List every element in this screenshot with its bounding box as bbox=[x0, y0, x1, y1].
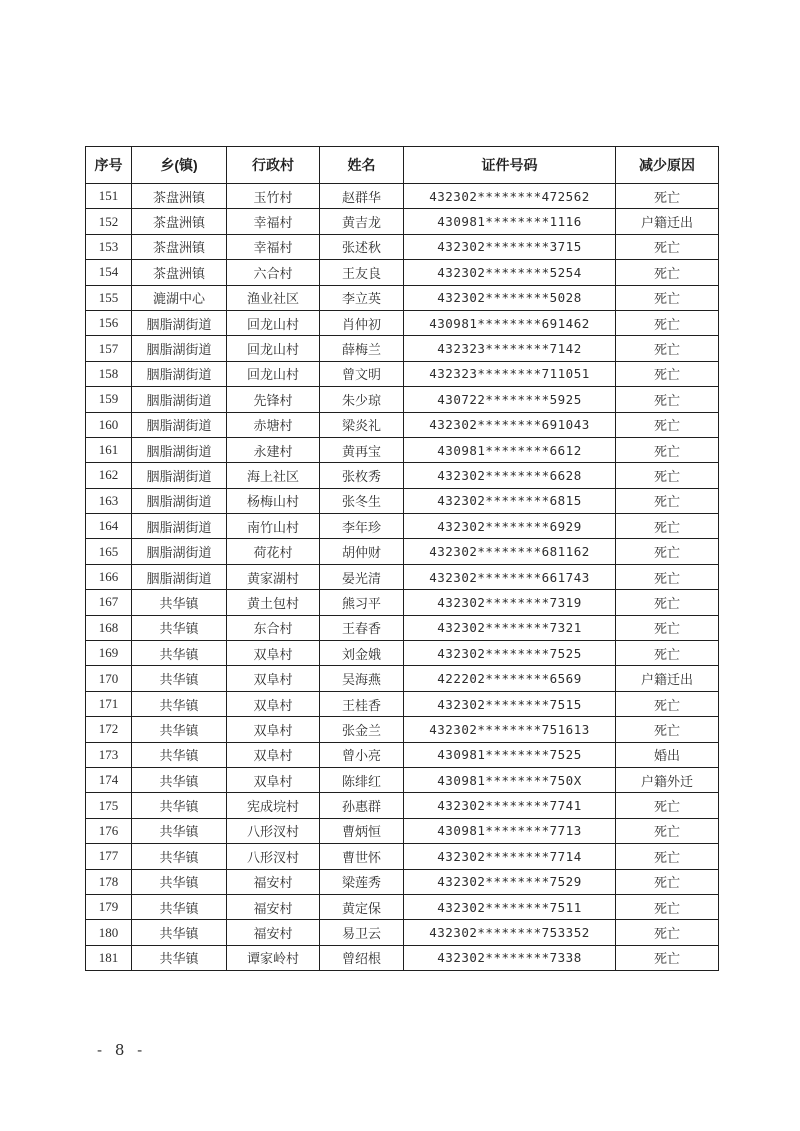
table-row bbox=[86, 336, 719, 361]
cell-id_number: 430981********7525 bbox=[404, 742, 616, 767]
cell-township: 共华镇 bbox=[132, 767, 227, 792]
cell-village: 渔业社区 bbox=[227, 285, 320, 310]
cell-id_number: 430722********5925 bbox=[404, 387, 616, 412]
cell-village: 双阜村 bbox=[227, 691, 320, 716]
cell-reason: 户籍外迁 bbox=[616, 767, 719, 792]
cell-index: 156 bbox=[86, 310, 132, 335]
cell-id_number: 432302********5254 bbox=[404, 260, 616, 285]
cell-index: 164 bbox=[86, 514, 132, 539]
cell-index: 153 bbox=[86, 234, 132, 259]
cell-index: 179 bbox=[86, 894, 132, 919]
table-row bbox=[86, 615, 719, 640]
cell-index: 162 bbox=[86, 463, 132, 488]
cell-reason: 死亡 bbox=[616, 285, 719, 310]
cell-name: 曾绍根 bbox=[320, 945, 404, 970]
cell-reason: 死亡 bbox=[616, 234, 719, 259]
cell-reason: 死亡 bbox=[616, 615, 719, 640]
cell-village: 谭家岭村 bbox=[227, 945, 320, 970]
cell-township: 茶盘洲镇 bbox=[132, 209, 227, 234]
cell-id_number: 430981********691462 bbox=[404, 310, 616, 335]
cell-township: 共华镇 bbox=[132, 615, 227, 640]
table-body bbox=[86, 184, 719, 971]
cell-reason: 死亡 bbox=[616, 336, 719, 361]
table-row bbox=[86, 894, 719, 919]
cell-village: 玉竹村 bbox=[227, 184, 320, 209]
cell-name: 黄吉龙 bbox=[320, 209, 404, 234]
cell-name: 黄定保 bbox=[320, 894, 404, 919]
cell-id_number: 432302********6815 bbox=[404, 488, 616, 513]
cell-name: 刘金娥 bbox=[320, 641, 404, 666]
cell-township: 共华镇 bbox=[132, 945, 227, 970]
cell-name: 曹世怀 bbox=[320, 844, 404, 869]
cell-township: 胭脂湖街道 bbox=[132, 463, 227, 488]
cell-township: 共华镇 bbox=[132, 641, 227, 666]
cell-name: 赵群华 bbox=[320, 184, 404, 209]
cell-township: 共华镇 bbox=[132, 869, 227, 894]
cell-name: 张述秋 bbox=[320, 234, 404, 259]
table-row bbox=[86, 564, 719, 589]
cell-index: 173 bbox=[86, 742, 132, 767]
cell-reason: 死亡 bbox=[616, 945, 719, 970]
cell-index: 166 bbox=[86, 564, 132, 589]
cell-village: 永建村 bbox=[227, 437, 320, 462]
cell-name: 张金兰 bbox=[320, 717, 404, 742]
cell-village: 双阜村 bbox=[227, 742, 320, 767]
cell-township: 共华镇 bbox=[132, 920, 227, 945]
cell-village: 杨梅山村 bbox=[227, 488, 320, 513]
cell-reason: 死亡 bbox=[616, 894, 719, 919]
cell-reason: 死亡 bbox=[616, 387, 719, 412]
table-row bbox=[86, 488, 719, 513]
cell-village: 双阜村 bbox=[227, 717, 320, 742]
table-row bbox=[86, 234, 719, 259]
cell-name: 王桂香 bbox=[320, 691, 404, 716]
cell-id_number: 432302********751613 bbox=[404, 717, 616, 742]
cell-village: 南竹山村 bbox=[227, 514, 320, 539]
cell-name: 曹炳恒 bbox=[320, 818, 404, 843]
table-row bbox=[86, 310, 719, 335]
table-row bbox=[86, 641, 719, 666]
table-row bbox=[86, 514, 719, 539]
cell-name: 熊习平 bbox=[320, 590, 404, 615]
cell-township: 共华镇 bbox=[132, 818, 227, 843]
cell-id_number: 432302********661743 bbox=[404, 564, 616, 589]
cell-name: 李立英 bbox=[320, 285, 404, 310]
column-header-index: 序号 bbox=[86, 147, 132, 184]
table-row bbox=[86, 590, 719, 615]
cell-id_number: 432302********5028 bbox=[404, 285, 616, 310]
cell-township: 胭脂湖街道 bbox=[132, 412, 227, 437]
cell-index: 176 bbox=[86, 818, 132, 843]
table-row bbox=[86, 742, 719, 767]
cell-reason: 死亡 bbox=[616, 564, 719, 589]
cell-township: 胭脂湖街道 bbox=[132, 514, 227, 539]
cell-village: 双阜村 bbox=[227, 666, 320, 691]
cell-name: 薛梅兰 bbox=[320, 336, 404, 361]
cell-id_number: 430981********7713 bbox=[404, 818, 616, 843]
cell-township: 共华镇 bbox=[132, 717, 227, 742]
cell-village: 荷花村 bbox=[227, 539, 320, 564]
cell-reason: 死亡 bbox=[616, 361, 719, 386]
cell-index: 151 bbox=[86, 184, 132, 209]
cell-index: 157 bbox=[86, 336, 132, 361]
table-row bbox=[86, 412, 719, 437]
cell-id_number: 430981********6612 bbox=[404, 437, 616, 462]
cell-village: 黄土包村 bbox=[227, 590, 320, 615]
cell-reason: 死亡 bbox=[616, 184, 719, 209]
cell-township: 共华镇 bbox=[132, 742, 227, 767]
cell-id_number: 432302********681162 bbox=[404, 539, 616, 564]
cell-id_number: 432302********7515 bbox=[404, 691, 616, 716]
cell-reason: 死亡 bbox=[616, 869, 719, 894]
table-row bbox=[86, 717, 719, 742]
cell-village: 八形汊村 bbox=[227, 844, 320, 869]
cell-id_number: 432302********7338 bbox=[404, 945, 616, 970]
table-row bbox=[86, 361, 719, 386]
cell-index: 170 bbox=[86, 666, 132, 691]
cell-id_number: 432302********7511 bbox=[404, 894, 616, 919]
cell-village: 海上社区 bbox=[227, 463, 320, 488]
cell-village: 八形汊村 bbox=[227, 818, 320, 843]
cell-township: 胭脂湖街道 bbox=[132, 539, 227, 564]
cell-reason: 户籍迁出 bbox=[616, 209, 719, 234]
cell-township: 茶盘洲镇 bbox=[132, 260, 227, 285]
cell-index: 161 bbox=[86, 437, 132, 462]
cell-id_number: 432302********6929 bbox=[404, 514, 616, 539]
cell-id_number: 432302********691043 bbox=[404, 412, 616, 437]
cell-village: 回龙山村 bbox=[227, 361, 320, 386]
column-header-reason: 减少原因 bbox=[616, 147, 719, 184]
cell-name: 李年珍 bbox=[320, 514, 404, 539]
cell-name: 王春香 bbox=[320, 615, 404, 640]
cell-reason: 死亡 bbox=[616, 260, 719, 285]
cell-township: 漉湖中心 bbox=[132, 285, 227, 310]
cell-name: 曾文明 bbox=[320, 361, 404, 386]
cell-index: 168 bbox=[86, 615, 132, 640]
cell-index: 165 bbox=[86, 539, 132, 564]
cell-village: 福安村 bbox=[227, 894, 320, 919]
column-header-id_number: 证件号码 bbox=[404, 147, 616, 184]
cell-village: 东合村 bbox=[227, 615, 320, 640]
cell-reason: 死亡 bbox=[616, 844, 719, 869]
cell-id_number: 432302********7741 bbox=[404, 793, 616, 818]
table-row bbox=[86, 285, 719, 310]
cell-id_number: 432302********7714 bbox=[404, 844, 616, 869]
cell-id_number: 432323********711051 bbox=[404, 361, 616, 386]
cell-village: 幸福村 bbox=[227, 234, 320, 259]
cell-id_number: 432323********7142 bbox=[404, 336, 616, 361]
cell-village: 先锋村 bbox=[227, 387, 320, 412]
cell-id_number: 432302********7529 bbox=[404, 869, 616, 894]
cell-reason: 死亡 bbox=[616, 488, 719, 513]
table-header bbox=[86, 147, 719, 184]
cell-name: 梁炎礼 bbox=[320, 412, 404, 437]
cell-index: 180 bbox=[86, 920, 132, 945]
table-row bbox=[86, 691, 719, 716]
table-row bbox=[86, 260, 719, 285]
population-reduction-table bbox=[85, 146, 719, 971]
cell-reason: 死亡 bbox=[616, 818, 719, 843]
table-row bbox=[86, 818, 719, 843]
cell-id_number: 432302********7525 bbox=[404, 641, 616, 666]
cell-index: 171 bbox=[86, 691, 132, 716]
cell-village: 双阜村 bbox=[227, 767, 320, 792]
cell-index: 172 bbox=[86, 717, 132, 742]
cell-reason: 死亡 bbox=[616, 463, 719, 488]
table-row bbox=[86, 539, 719, 564]
column-header-township: 乡(镇) bbox=[132, 147, 227, 184]
table-row bbox=[86, 945, 719, 970]
cell-id_number: 422202********6569 bbox=[404, 666, 616, 691]
cell-village: 福安村 bbox=[227, 869, 320, 894]
cell-reason: 户籍迁出 bbox=[616, 666, 719, 691]
cell-index: 159 bbox=[86, 387, 132, 412]
cell-township: 共华镇 bbox=[132, 793, 227, 818]
cell-id_number: 432302********472562 bbox=[404, 184, 616, 209]
cell-index: 154 bbox=[86, 260, 132, 285]
cell-index: 167 bbox=[86, 590, 132, 615]
cell-reason: 死亡 bbox=[616, 310, 719, 335]
cell-township: 胭脂湖街道 bbox=[132, 437, 227, 462]
cell-village: 幸福村 bbox=[227, 209, 320, 234]
cell-reason: 死亡 bbox=[616, 717, 719, 742]
cell-id_number: 432302********7321 bbox=[404, 615, 616, 640]
cell-index: 174 bbox=[86, 767, 132, 792]
cell-village: 双阜村 bbox=[227, 641, 320, 666]
cell-index: 158 bbox=[86, 361, 132, 386]
cell-id_number: 432302********6628 bbox=[404, 463, 616, 488]
cell-name: 易卫云 bbox=[320, 920, 404, 945]
cell-township: 茶盘洲镇 bbox=[132, 184, 227, 209]
cell-township: 共华镇 bbox=[132, 894, 227, 919]
cell-township: 胭脂湖街道 bbox=[132, 564, 227, 589]
cell-township: 胭脂湖街道 bbox=[132, 336, 227, 361]
cell-index: 169 bbox=[86, 641, 132, 666]
cell-township: 胭脂湖街道 bbox=[132, 310, 227, 335]
table-row bbox=[86, 209, 719, 234]
cell-reason: 死亡 bbox=[616, 691, 719, 716]
cell-name: 王友良 bbox=[320, 260, 404, 285]
cell-village: 回龙山村 bbox=[227, 336, 320, 361]
cell-name: 张枚秀 bbox=[320, 463, 404, 488]
cell-township: 共华镇 bbox=[132, 691, 227, 716]
cell-reason: 死亡 bbox=[616, 590, 719, 615]
table-row bbox=[86, 869, 719, 894]
cell-id_number: 430981********1116 bbox=[404, 209, 616, 234]
column-header-village: 行政村 bbox=[227, 147, 320, 184]
cell-name: 肖仲初 bbox=[320, 310, 404, 335]
cell-reason: 死亡 bbox=[616, 920, 719, 945]
table-header-row bbox=[86, 147, 719, 184]
cell-township: 共华镇 bbox=[132, 844, 227, 869]
page-number: - 8 - bbox=[97, 1041, 147, 1059]
cell-village: 六合村 bbox=[227, 260, 320, 285]
table-row bbox=[86, 666, 719, 691]
cell-reason: 死亡 bbox=[616, 793, 719, 818]
cell-index: 160 bbox=[86, 412, 132, 437]
table-row bbox=[86, 463, 719, 488]
table-row bbox=[86, 793, 719, 818]
cell-index: 175 bbox=[86, 793, 132, 818]
cell-reason: 死亡 bbox=[616, 539, 719, 564]
cell-township: 胭脂湖街道 bbox=[132, 361, 227, 386]
cell-township: 胭脂湖街道 bbox=[132, 387, 227, 412]
cell-reason: 死亡 bbox=[616, 412, 719, 437]
cell-name: 梁莲秀 bbox=[320, 869, 404, 894]
cell-township: 共华镇 bbox=[132, 590, 227, 615]
cell-name: 晏光清 bbox=[320, 564, 404, 589]
cell-index: 155 bbox=[86, 285, 132, 310]
cell-name: 孙惠群 bbox=[320, 793, 404, 818]
cell-name: 陈绯红 bbox=[320, 767, 404, 792]
cell-township: 共华镇 bbox=[132, 666, 227, 691]
cell-index: 177 bbox=[86, 844, 132, 869]
cell-index: 152 bbox=[86, 209, 132, 234]
cell-village: 黄家湖村 bbox=[227, 564, 320, 589]
table-row bbox=[86, 387, 719, 412]
cell-id_number: 432302********7319 bbox=[404, 590, 616, 615]
cell-reason: 死亡 bbox=[616, 514, 719, 539]
cell-name: 吴海燕 bbox=[320, 666, 404, 691]
cell-township: 胭脂湖街道 bbox=[132, 488, 227, 513]
cell-index: 163 bbox=[86, 488, 132, 513]
column-header-name: 姓名 bbox=[320, 147, 404, 184]
cell-index: 178 bbox=[86, 869, 132, 894]
cell-id_number: 432302********753352 bbox=[404, 920, 616, 945]
cell-village: 回龙山村 bbox=[227, 310, 320, 335]
cell-village: 福安村 bbox=[227, 920, 320, 945]
cell-village: 宪成垸村 bbox=[227, 793, 320, 818]
cell-id_number: 432302********3715 bbox=[404, 234, 616, 259]
cell-index: 181 bbox=[86, 945, 132, 970]
cell-name: 黄再宝 bbox=[320, 437, 404, 462]
table-row bbox=[86, 920, 719, 945]
cell-reason: 婚出 bbox=[616, 742, 719, 767]
table-row bbox=[86, 437, 719, 462]
cell-name: 胡仲财 bbox=[320, 539, 404, 564]
cell-id_number: 430981********750X bbox=[404, 767, 616, 792]
cell-reason: 死亡 bbox=[616, 437, 719, 462]
cell-name: 张冬生 bbox=[320, 488, 404, 513]
table-row bbox=[86, 184, 719, 209]
cell-village: 赤塘村 bbox=[227, 412, 320, 437]
cell-name: 朱少琼 bbox=[320, 387, 404, 412]
table-row bbox=[86, 767, 719, 792]
cell-reason: 死亡 bbox=[616, 641, 719, 666]
cell-name: 曾小亮 bbox=[320, 742, 404, 767]
table-row bbox=[86, 844, 719, 869]
cell-township: 茶盘洲镇 bbox=[132, 234, 227, 259]
